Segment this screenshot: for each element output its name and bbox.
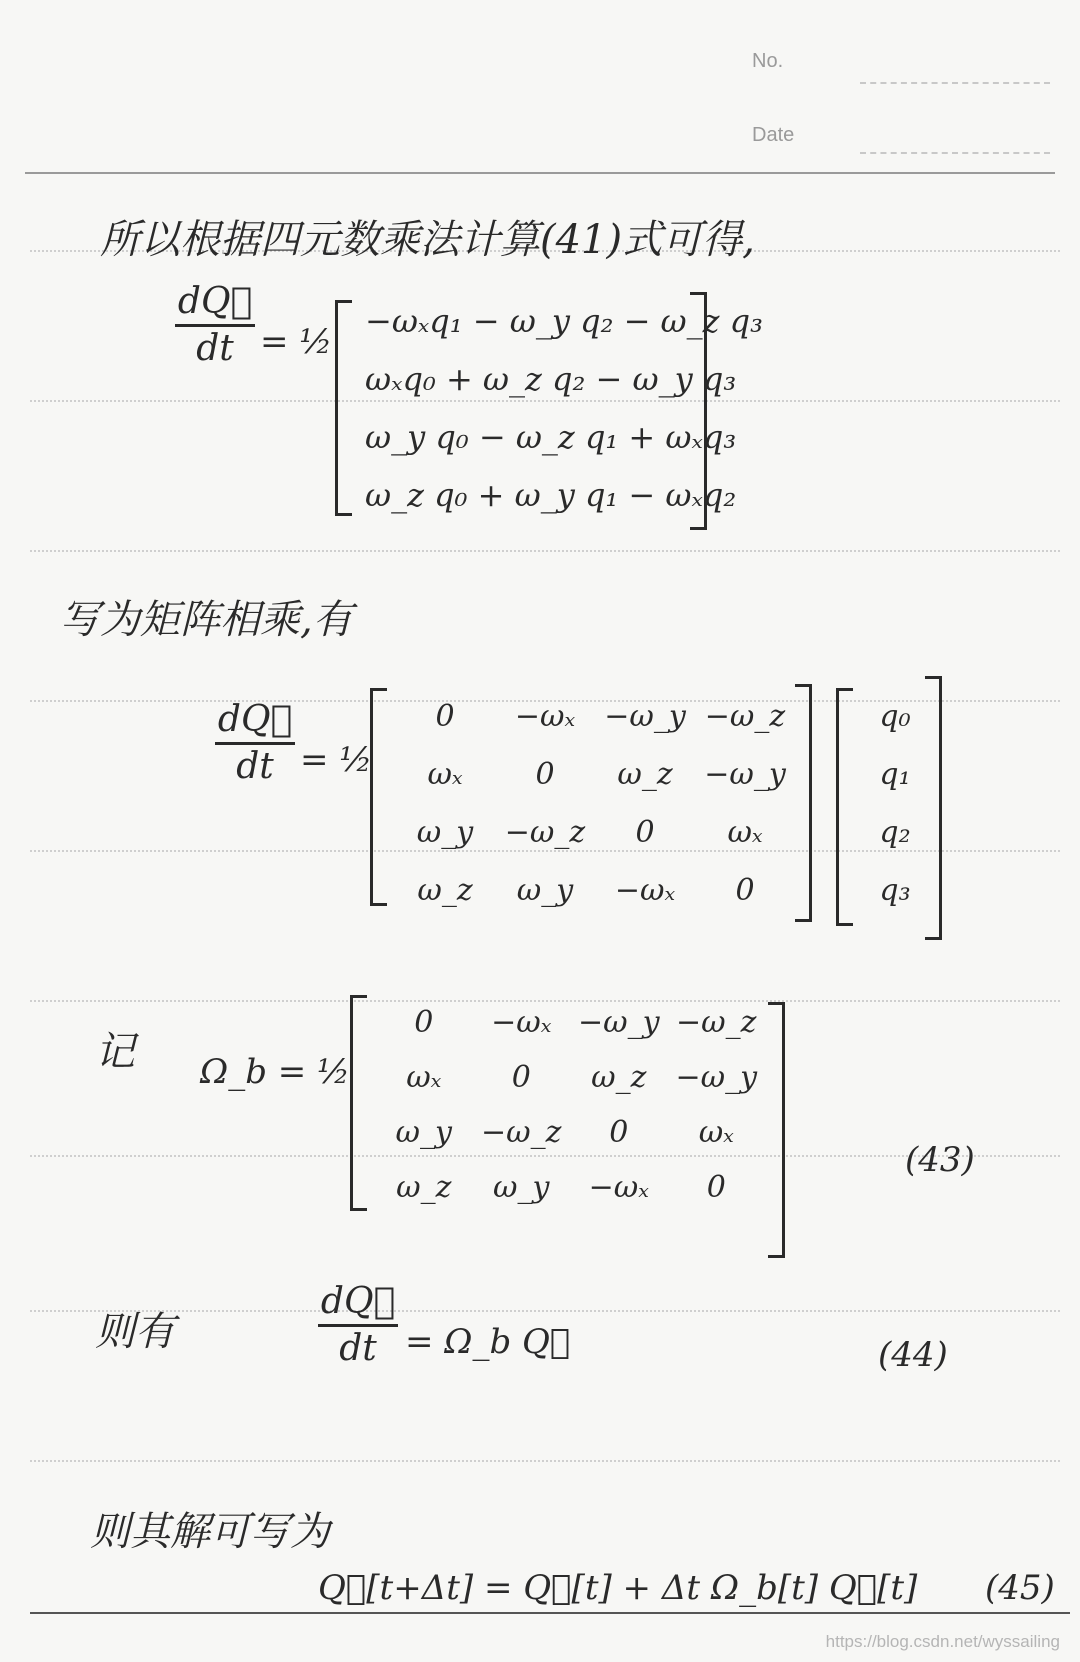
matrix-cell: −ω_z <box>676 1005 757 1040</box>
right-bracket <box>795 684 812 922</box>
vector-right-bracket <box>925 676 942 940</box>
equation-number: (43) <box>905 1140 975 1180</box>
matrix-cell: −ω_z <box>704 699 786 734</box>
fraction-numerator: dQ⃗ <box>217 699 293 740</box>
define-label: 记 <box>95 1029 135 1075</box>
omega-matrix <box>395 688 795 920</box>
matrix-cell: ω_y <box>416 815 474 850</box>
bottom-rule <box>30 1612 1070 1614</box>
derivative-fraction <box>318 1282 398 1369</box>
ruled-line <box>30 550 1060 552</box>
vector-cell: q₂ <box>879 815 911 850</box>
matrix-cell: −ω_z <box>481 1115 562 1150</box>
matrix-cell: −ωₓ <box>514 699 576 734</box>
vector-cell: q₁ <box>879 757 911 792</box>
equals-half: = ½ <box>300 740 373 780</box>
vector-left-bracket <box>836 688 853 926</box>
matrix-cell: 0 <box>609 1115 629 1150</box>
matrix-cell: ωₓ <box>406 1060 442 1095</box>
matrix-cell: ω_y <box>516 873 574 908</box>
q-vector <box>860 688 930 920</box>
fraction-denominator: dt <box>236 746 274 787</box>
solution-sentence: 则其解可写为 <box>90 1509 330 1555</box>
left-bracket <box>335 300 352 516</box>
matrix-cell: 0 <box>535 757 555 792</box>
fraction-denominator: dt <box>339 1328 377 1369</box>
matrix-cell: ωₓ <box>727 815 763 850</box>
date-label: Date <box>752 124 795 146</box>
fraction-bar <box>318 1324 398 1327</box>
intro-sentence: 所以根据四元数乘法计算(41)式可得, <box>100 217 755 263</box>
matrix-cell: 0 <box>511 1060 531 1095</box>
matrix-cell: 0 <box>635 815 655 850</box>
top-rule <box>25 172 1055 174</box>
right-bracket <box>690 292 707 530</box>
matrix-cell: ω_z <box>617 757 673 792</box>
matrix-cell: 0 <box>706 1170 726 1205</box>
omega-b-matrix <box>375 995 765 1215</box>
matrix-cell: −ω_y <box>675 1060 758 1095</box>
equation-number: (44) <box>878 1335 948 1375</box>
matrix-cell: ω_z <box>396 1170 452 1205</box>
matrix-cell: −ω_y <box>604 699 686 734</box>
fraction-denominator: dt <box>196 328 234 369</box>
row: ωₓq₀ + ω_z q₂ − ω_y q₃ <box>365 360 737 398</box>
fraction-bar <box>175 324 255 327</box>
matrix-cell: −ω_y <box>577 1005 660 1040</box>
matrix-cell: −ωₓ <box>614 873 676 908</box>
no-line <box>860 82 1050 84</box>
equals-half: = ½ <box>260 322 333 362</box>
right-bracket <box>768 1002 785 1258</box>
fraction-numerator: dQ⃗ <box>177 281 253 322</box>
matrix-cell: 0 <box>735 873 755 908</box>
no-label: No. <box>752 50 784 72</box>
watermark-text: https://blog.csdn.net/wyssailing <box>825 1632 1060 1651</box>
row: ω_y q₀ − ω_z q₁ + ωₓq₃ <box>365 418 737 456</box>
matrix-cell: −ω_z <box>504 815 586 850</box>
fraction-bar <box>215 742 295 745</box>
discrete-solution: Q⃗[t+Δt] = Q⃗[t] + Δt Ω_b[t] Q⃗[t] <box>318 1568 918 1608</box>
omega-b-q-rhs: = Ω_b Q⃗ <box>405 1322 571 1362</box>
matrix-cell: ω_z <box>591 1060 647 1095</box>
ruled-line <box>30 1460 1060 1462</box>
matrix-cell: 0 <box>435 699 455 734</box>
date-line <box>860 152 1050 154</box>
matrix-cell: 0 <box>414 1005 434 1040</box>
matrix-cell: ω_y <box>493 1170 550 1205</box>
matrix-cell: ωₓ <box>427 757 463 792</box>
matrix-cell: −ωₓ <box>491 1005 552 1040</box>
matrix-cell: ω_y <box>395 1115 452 1150</box>
matrix-cell: −ωₓ <box>588 1170 649 1205</box>
equation-number: (45) <box>985 1568 1055 1608</box>
matrix-cell: ωₓ <box>698 1115 734 1150</box>
matrix-cell: −ω_y <box>704 757 786 792</box>
matrix-sentence: 写为矩阵相乘,有 <box>60 597 353 643</box>
left-bracket <box>350 995 367 1211</box>
vector-cell: q₃ <box>879 873 911 908</box>
left-bracket <box>370 688 387 906</box>
derivative-fraction <box>175 282 255 369</box>
ruled-line <box>30 1310 1060 1312</box>
row: ω_z q₀ + ω_y q₁ − ωₓq₂ <box>365 476 737 514</box>
row: −ωₓq₁ − ω_y q₂ − ω_z q₃ <box>365 302 763 340</box>
vector-cell: q₀ <box>879 699 911 734</box>
derivative-fraction <box>215 700 295 787</box>
then-label: 则有 <box>95 1309 175 1355</box>
omega-b-lhs: Ω_b = ½ <box>200 1052 351 1092</box>
matrix-cell: ω_z <box>417 873 473 908</box>
fraction-numerator: dQ⃗ <box>320 1281 396 1322</box>
